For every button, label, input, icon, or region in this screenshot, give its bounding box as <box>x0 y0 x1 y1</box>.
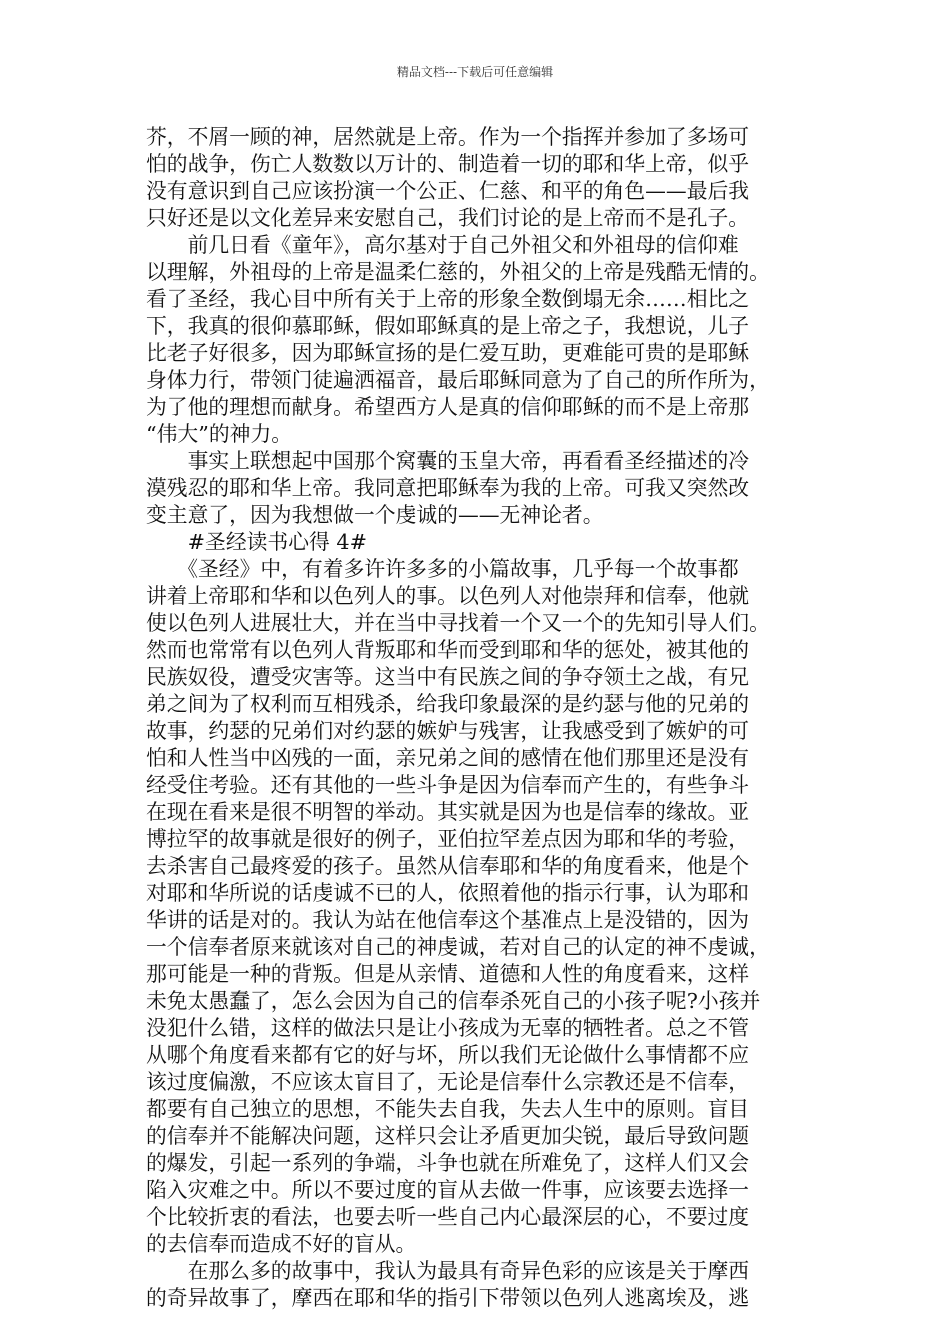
text-line: 故事，约瑟的兄弟们对约瑟的嫉妒与残害，让我感受到了嫉妒的可 <box>146 719 750 743</box>
text-line: 华讲的话是对的。我认为站在他信奉这个基准点上是没错的，因为 <box>146 908 750 932</box>
text-line: 个比较折衷的看法，也要去听一些自己内心最深层的心，不要过度 <box>146 1205 750 1229</box>
text-line: 以理解，外祖母的上帝是温柔仁慈的，外祖父的上帝是残酷无情的。 <box>146 260 770 284</box>
text-line: 的信奉并不能解决问题，这样只会让矛盾更加尖锐，最后导致问题 <box>146 1124 750 1148</box>
text-line: 芥，不屑一顾的神，居然就是上帝。作为一个指挥并参加了多场可 <box>146 125 750 149</box>
text-line: 民族奴役，遭受灾害等。这当中有民族之间的争夺领土之战，有兄 <box>146 665 750 689</box>
text-line: 看了圣经，我心目中所有关于上帝的形象全数倒塌无余……相比之 <box>146 287 750 311</box>
text-line: 都要有自己独立的思想，不能失去自我，失去人生中的原则。盲目 <box>146 1097 750 1121</box>
text-line: 比老子好很多，因为耶稣宣扬的是仁爱互助，更难能可贵的是耶稣 <box>146 341 750 365</box>
text-line: 在那么多的故事中，我认为最具有奇异色彩的应该是关于摩西 <box>146 1259 750 1283</box>
text-line: 然而也常常有以色列人背叛耶和华而受到耶和华的惩处，被其他的 <box>146 638 750 662</box>
text-line: #圣经读书心得 4# <box>146 530 368 554</box>
text-line: 未免太愚蠢了，怎么会因为自己的信奉杀死自己的小孩子呢?小孩并 <box>146 989 761 1013</box>
text-line: 变主意了，因为我想做一个虔诚的——无神论者。 <box>146 503 604 527</box>
text-line: 事实上联想起中国那个窝囊的玉皇大帝，再看看圣经描述的冷 <box>146 449 750 473</box>
text-line: 去杀害自己最疼爱的孩子。虽然从信奉耶和华的角度看来，他是个 <box>146 854 750 878</box>
text-line: 身体力行，带领门徒遍洒福音，最后耶稣同意为了自己的所作所为， <box>146 368 770 392</box>
text-line: 的去信奉而造成不好的盲从。 <box>146 1232 417 1256</box>
text-line: 陷入灾难之中。所以不要过度的盲从去做一件事，应该要去选择一 <box>146 1178 750 1202</box>
text-line: 博拉罕的故事就是很好的例子，亚伯拉罕差点因为耶和华的考验， <box>146 827 750 851</box>
text-line: 该过度偏激，不应该太盲目了，无论是信奉什么宗教还是不信奉， <box>146 1070 750 1094</box>
text-line: 讲着上帝耶和华和以色列人的事。以色列人对他崇拜和信奉，他就 <box>146 584 750 608</box>
text-line: 使以色列人进展壮大，并在当中寻找着一个又一个的先知引导人们。 <box>146 611 770 635</box>
text-line: 前几日看《童年》，高尔基对于自己外祖父和外祖母的信仰难 <box>146 233 739 257</box>
text-line: 那可能是一种的背叛。但是从亲情、道德和人性的角度看来，这样 <box>146 962 750 986</box>
text-line: 怕的战争，伤亡人数数以万计的、制造着一切的耶和华上帝，似乎 <box>146 152 750 176</box>
text-line: 从哪个角度看来都有它的好与坏，所以我们无论做什么事情都不应 <box>146 1043 750 1067</box>
text-line: 为了他的理想而献身。希望西方人是真的信仰耶稣的而不是上帝那 <box>146 395 750 419</box>
text-line: 《圣经》中，有着多许许多多的小篇故事，几乎每一个故事都 <box>146 557 739 581</box>
text-line: 在现在看来是很不明智的举动。其实就是因为也是信奉的缘故。亚 <box>146 800 750 824</box>
text-line: 没犯什么错，这样的做法只是让小孩成为无辜的牺牲者。总之不管 <box>146 1016 750 1040</box>
text-line: 的爆发，引起一系列的争端，斗争也就在所难免了，这样人们又会 <box>146 1151 750 1175</box>
page-header: 精品文档---下载后可任意编辑 <box>396 65 554 79</box>
document-body <box>146 124 806 1312</box>
text-line: 对耶和华所说的话虔诚不已的人，依照着他的指示行事，认为耶和 <box>146 881 750 905</box>
text-line: 下，我真的很仰慕耶稣，假如耶稣真的是上帝之子，我想说，儿子 <box>146 314 750 338</box>
text-line: 没有意识到自己应该扮演一个公正、仁慈、和平的角色——最后我 <box>146 179 750 203</box>
text-line: 的奇异故事了，摩西在耶和华的指引下带领以色列人逃离埃及，逃 <box>146 1286 750 1310</box>
text-line: 弟之间为了权利而互相残杀，给我印象最深的是约瑟与他的兄弟的 <box>146 692 750 716</box>
text-line: 只好还是以文化差异来安慰自己，我们讨论的是上帝而不是孔子。 <box>146 206 750 230</box>
text-line: 漠残忍的耶和华上帝。我同意把耶稣奉为我的上帝。可我又突然改 <box>146 476 750 500</box>
text-line: 怕和人性当中凶残的一面，亲兄弟之间的感情在他们那里还是没有 <box>146 746 750 770</box>
text-line: “伟大”的神力。 <box>146 422 293 446</box>
text-line: 一个信奉者原来就该对自己的神虔诚，若对自己的认定的神不虔诚， <box>146 935 770 959</box>
text-line: 经受住考验。还有其他的一些斗争是因为信奉而产生的，有些争斗 <box>146 773 750 797</box>
